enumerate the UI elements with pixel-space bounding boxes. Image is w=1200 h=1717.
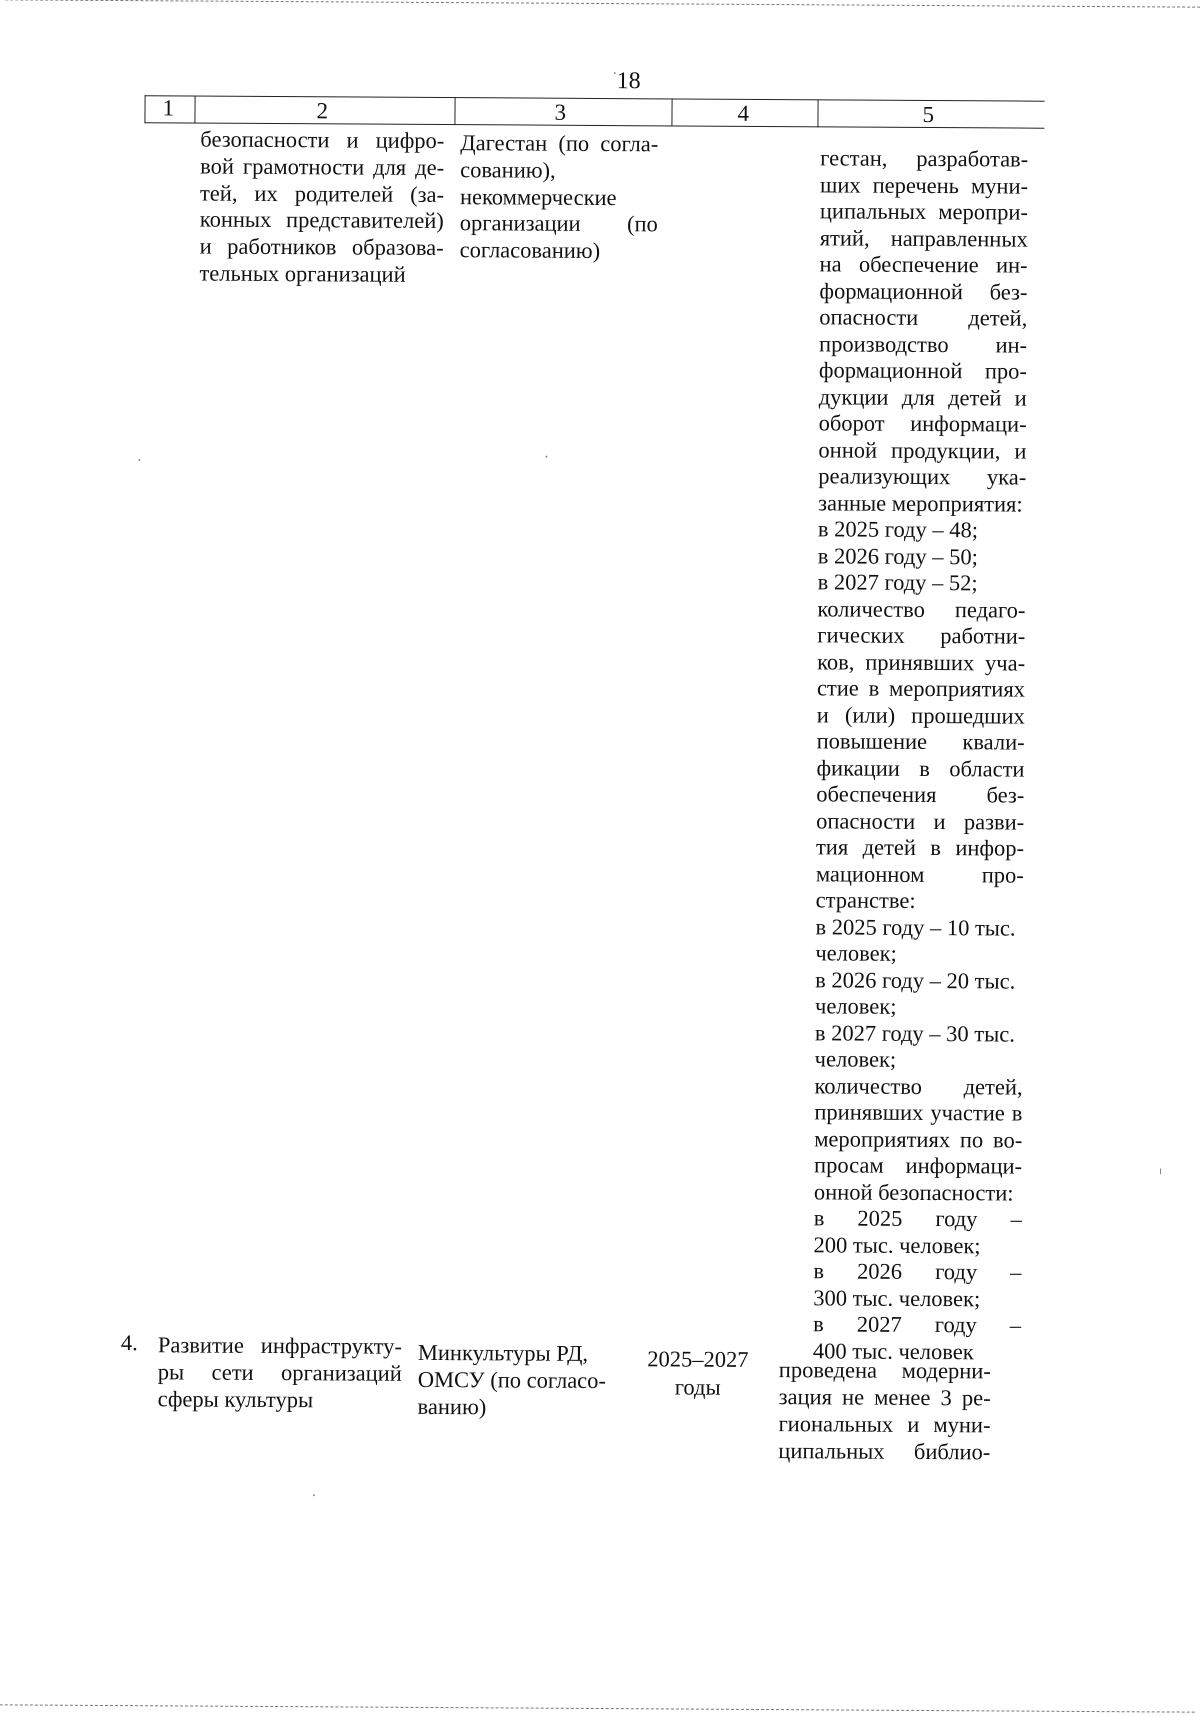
scan-speck <box>313 1494 315 1496</box>
text-line: человек; <box>815 940 897 966</box>
continued-row-col3 <box>460 130 659 265</box>
header-divider <box>194 96 195 124</box>
text-line: безопасности и цифро- <box>200 126 445 154</box>
page-number: 18 <box>616 68 641 95</box>
text-line: ОМСУ (по согласо- <box>417 1366 607 1393</box>
text-line: человек; <box>814 1046 897 1072</box>
text-line: гиональных и муни- <box>778 1411 991 1438</box>
text-line: Минкультуры РД, <box>417 1339 589 1366</box>
text-line: ков, принявших уча- <box>817 648 1026 676</box>
text-line: Развитие инфраструкту- <box>157 1332 403 1359</box>
text-line: повышение квали- <box>816 728 1025 755</box>
text-line: вой грамотности для де- <box>200 153 445 180</box>
text-line: зация не менее 3 ре- <box>778 1384 991 1411</box>
text-line: в 2025 году – <box>813 1205 1022 1232</box>
continued-row-col2 <box>199 127 444 289</box>
text-line: сферы культуры <box>157 1385 314 1412</box>
text-line: мационном про- <box>815 860 1024 888</box>
scan-top-edge <box>5 0 1200 8</box>
text-line: ципальных меропри- <box>819 198 1028 225</box>
text-line: и (или) прошедших <box>816 701 1025 729</box>
text-line: дукции для детей и <box>818 383 1027 411</box>
text-line: 400 тыс. человек <box>812 1337 974 1364</box>
text-line: опасности и разви- <box>816 807 1025 835</box>
text-line: ванию) <box>417 1393 487 1419</box>
header-divider <box>454 97 455 125</box>
header-top-border <box>145 95 1045 101</box>
text-line: просам информаци- <box>814 1152 1023 1179</box>
text-line: ры сети организаций <box>157 1359 402 1386</box>
scan-speck <box>545 456 547 458</box>
scan-bottom-edge <box>0 1704 1195 1712</box>
text-line: формационной про- <box>818 357 1028 384</box>
text-line: фикации в области <box>816 754 1025 782</box>
text-line: сованию), <box>460 156 556 183</box>
text-line: реализующих ука- <box>818 463 1027 490</box>
text-line: ших перечень муни- <box>819 171 1029 199</box>
text-line: некоммерческие <box>459 183 617 210</box>
text-line: в 2026 году – <box>813 1258 1022 1285</box>
text-line: тей, их родителей (за- <box>199 180 445 207</box>
scan-speck <box>1160 1168 1161 1174</box>
text-line: формационной без- <box>819 277 1028 305</box>
text-line: и работников образова- <box>199 233 444 261</box>
text-line: проведена модерни- <box>778 1357 991 1384</box>
text-line: в 2026 году – 50; <box>817 542 978 569</box>
text-line: 300 тыс. человек; <box>813 1284 981 1311</box>
text-line: человек; <box>814 993 897 1019</box>
row4-col3 <box>418 1340 618 1422</box>
text-line: на обеспечение ин- <box>819 251 1028 278</box>
text-line: ятий, направленных <box>819 224 1028 252</box>
text-line: количество детей, <box>814 1072 1023 1100</box>
text-line: мероприятиях по во- <box>814 1125 1023 1153</box>
text-line: занные мероприятия: <box>818 489 1023 517</box>
text-line: обеспечения без- <box>816 781 1025 808</box>
header-col-4: 4 <box>737 100 750 126</box>
text-line: странстве: <box>815 887 916 913</box>
text-line: стие в мероприятиях <box>816 675 1026 702</box>
text-line: тия детей в инфор- <box>815 834 1025 861</box>
header-col-5: 5 <box>922 101 935 128</box>
text-line: тельных организаций <box>199 260 406 287</box>
scan-speck <box>138 459 140 461</box>
header-col-2: 2 <box>316 98 329 124</box>
header-col-3: 3 <box>554 99 567 125</box>
header-divider <box>144 95 145 123</box>
text-line: онной продукции, и <box>818 436 1027 464</box>
row-number: 4. <box>120 1330 138 1356</box>
text-line: конных представителей) <box>199 206 444 234</box>
row4-col5 <box>778 1356 991 1465</box>
text-line: принявших участие в <box>814 1099 1023 1126</box>
text-line: согласованию) <box>459 237 601 264</box>
header-divider <box>817 99 818 127</box>
header-col-1: 1 <box>162 95 175 121</box>
text-line: гических работни- <box>817 622 1026 649</box>
text-line: количество педаго- <box>817 595 1026 623</box>
text-line: Дагестан (по согла- <box>460 130 659 157</box>
text-line: опасности детей, <box>819 304 1028 331</box>
text-line: производство ин- <box>819 330 1028 358</box>
text-line: в 2027 году – 52; <box>817 569 978 596</box>
scan-speck <box>614 72 616 74</box>
text-line: оборот информаци- <box>818 410 1027 437</box>
text-line: гестан, разработав- <box>820 145 1029 172</box>
text-line: в 2025 году – 48; <box>817 516 979 543</box>
row4-col2 <box>158 1332 402 1414</box>
continued-row-col5 <box>813 145 1028 1365</box>
row4-col4 <box>633 1345 763 1402</box>
text-line: 2025–2027 <box>647 1346 749 1372</box>
text-line: в 2027 году – 30 тыс. <box>814 1019 1015 1047</box>
text-line: в 2027 году – <box>813 1311 1022 1338</box>
text-line: в 2025 году – 10 тыс. <box>815 913 1016 941</box>
text-line: годы <box>674 1374 721 1400</box>
header-divider <box>671 98 672 126</box>
text-line: организации (по <box>459 210 658 237</box>
text-line: ципальных библио- <box>778 1438 991 1465</box>
text-line: в 2026 году – 20 тыс. <box>815 966 1016 994</box>
text-line: онной безопасности: <box>813 1178 1014 1206</box>
text-line: 200 тыс. человек; <box>813 1231 981 1258</box>
